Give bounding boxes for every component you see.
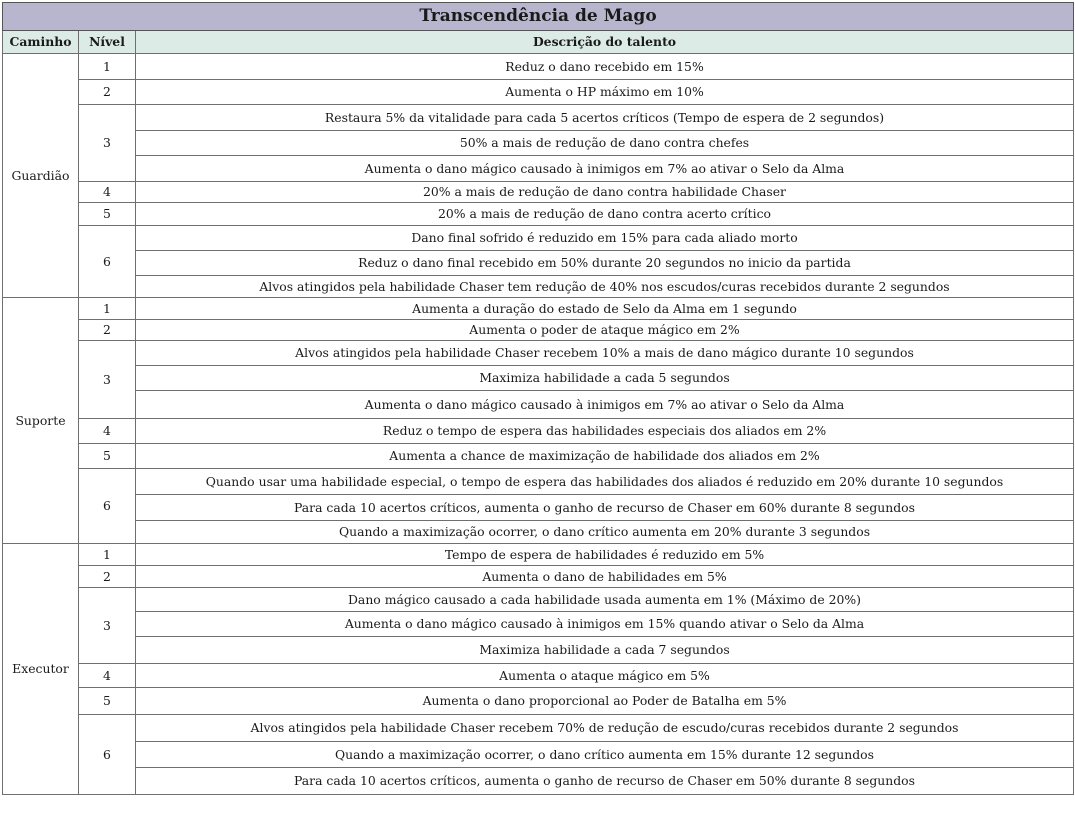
- path-cell: Executor: [3, 544, 79, 795]
- table-row: [3, 251, 1074, 276]
- path-cell: Guardião: [3, 54, 79, 298]
- talent-description: Quando a maximização ocorrer, o dano crítico aumenta em 15% durante 12 segundos: [136, 742, 1074, 768]
- table-row: [3, 54, 1074, 80]
- table-row: [3, 419, 1074, 444]
- talent-description: Maximiza habilidade a cada 5 segundos: [136, 366, 1074, 391]
- header-path: Caminho: [3, 31, 79, 54]
- table-row: [3, 566, 1074, 588]
- table-row: [3, 768, 1074, 795]
- talent-description: Aumenta o poder de ataque mágico em 2%: [136, 320, 1074, 341]
- table-row: [3, 521, 1074, 544]
- level-cell: 4: [79, 182, 136, 203]
- level-cell: 1: [79, 54, 136, 80]
- level-cell: 1: [79, 298, 136, 320]
- talent-description: Aumenta o HP máximo em 10%: [136, 80, 1074, 105]
- talent-description: Aumenta o dano de habilidades em 5%: [136, 566, 1074, 588]
- table-row: [3, 366, 1074, 391]
- table-row: [3, 612, 1074, 637]
- table-row: [3, 131, 1074, 156]
- transcendence-table: [2, 2, 1074, 795]
- level-cell: 3: [79, 105, 136, 182]
- table-row: [3, 276, 1074, 298]
- talent-description: 20% a mais de redução de dano contra acerto crítico: [136, 203, 1074, 226]
- level-cell: 5: [79, 203, 136, 226]
- level-cell: 3: [79, 341, 136, 419]
- header-description: Descrição do talento: [136, 31, 1074, 54]
- table-title: Transcendência de Mago: [3, 3, 1074, 31]
- talent-description: Quando a maximização ocorrer, o dano crítico aumenta em 20% durante 3 segundos: [136, 521, 1074, 544]
- talent-description: Aumenta o dano proporcional ao Poder de Batalha em 5%: [136, 688, 1074, 715]
- table-row: [3, 664, 1074, 688]
- table-row: [3, 341, 1074, 366]
- talent-description: Para cada 10 acertos críticos, aumenta o ganho de recurso de Chaser em 60% durante 8 segundos: [136, 495, 1074, 521]
- talent-description: Reduz o tempo de espera das habilidades especiais dos aliados em 2%: [136, 419, 1074, 444]
- table-row: [3, 495, 1074, 521]
- talent-description: Alvos atingidos pela habilidade Chaser recebem 10% a mais de dano mágico durante 10 segundos: [136, 341, 1074, 366]
- level-cell: 5: [79, 688, 136, 715]
- table-row: [3, 182, 1074, 203]
- table-row: [3, 203, 1074, 226]
- talent-description: Dano final sofrido é reduzido em 15% para cada aliado morto: [136, 226, 1074, 251]
- table-row: [3, 80, 1074, 105]
- talent-description: Aumenta o dano mágico causado à inimigos em 15% quando ativar o Selo da Alma: [136, 612, 1074, 637]
- talent-description: Aumenta a chance de maximização de habilidade dos aliados em 2%: [136, 444, 1074, 469]
- talent-description: Aumenta o dano mágico causado à inimigos em 7% ao ativar o Selo da Alma: [136, 391, 1074, 419]
- table-row: [3, 320, 1074, 341]
- level-cell: 6: [79, 715, 136, 795]
- table-row: [3, 544, 1074, 566]
- level-cell: 6: [79, 469, 136, 544]
- talent-description: Aumenta o ataque mágico em 5%: [136, 664, 1074, 688]
- table-row: [3, 105, 1074, 131]
- table-row: [3, 688, 1074, 715]
- table-row: [3, 226, 1074, 251]
- table-row: [3, 444, 1074, 469]
- talent-sheet: [2, 2, 1073, 795]
- talent-description: Aumenta o dano mágico causado à inimigos em 7% ao ativar o Selo da Alma: [136, 156, 1074, 182]
- talent-description: Alvos atingidos pela habilidade Chaser recebem 70% de redução de escudo/curas recebidos durante 2 segundos: [136, 715, 1074, 742]
- table-row: [3, 742, 1074, 768]
- talent-description: Reduz o dano final recebido em 50% durante 20 segundos no inicio da partida: [136, 251, 1074, 276]
- table-row: [3, 715, 1074, 742]
- level-cell: 4: [79, 419, 136, 444]
- level-cell: 2: [79, 320, 136, 341]
- talent-description: 20% a mais de redução de dano contra habilidade Chaser: [136, 182, 1074, 203]
- path-cell: Suporte: [3, 298, 79, 544]
- level-cell: 2: [79, 566, 136, 588]
- talent-description: Alvos atingidos pela habilidade Chaser tem redução de 40% nos escudos/curas recebidos durante 2 segundos: [136, 276, 1074, 298]
- talent-description: Quando usar uma habilidade especial, o tempo de espera das habilidades dos aliados é reduzido em 20% durante 10 segundos: [136, 469, 1074, 495]
- table-body: [3, 54, 1074, 795]
- level-cell: 6: [79, 226, 136, 298]
- level-cell: 1: [79, 544, 136, 566]
- talent-description: Dano mágico causado a cada habilidade usada aumenta em 1% (Máximo de 20%): [136, 588, 1074, 612]
- talent-description: Restaura 5% da vitalidade para cada 5 acertos críticos (Tempo de espera de 2 segundos): [136, 105, 1074, 131]
- talent-description: 50% a mais de redução de dano contra chefes: [136, 131, 1074, 156]
- talent-description: Para cada 10 acertos críticos, aumenta o ganho de recurso de Chaser em 50% durante 8 segundos: [136, 768, 1074, 795]
- header-level: Nível: [79, 31, 136, 54]
- talent-description: Maximiza habilidade a cada 7 segundos: [136, 637, 1074, 664]
- table-row: [3, 637, 1074, 664]
- level-cell: 2: [79, 80, 136, 105]
- talent-description: Aumenta a duração do estado de Selo da Alma em 1 segundo: [136, 298, 1074, 320]
- talent-description: Reduz o dano recebido em 15%: [136, 54, 1074, 80]
- table-row: [3, 469, 1074, 495]
- level-cell: 4: [79, 664, 136, 688]
- talent-description: Tempo de espera de habilidades é reduzido em 5%: [136, 544, 1074, 566]
- table-row: [3, 588, 1074, 612]
- level-cell: 3: [79, 588, 136, 664]
- table-row: [3, 156, 1074, 182]
- table-row: [3, 391, 1074, 419]
- level-cell: 5: [79, 444, 136, 469]
- table-row: [3, 298, 1074, 320]
